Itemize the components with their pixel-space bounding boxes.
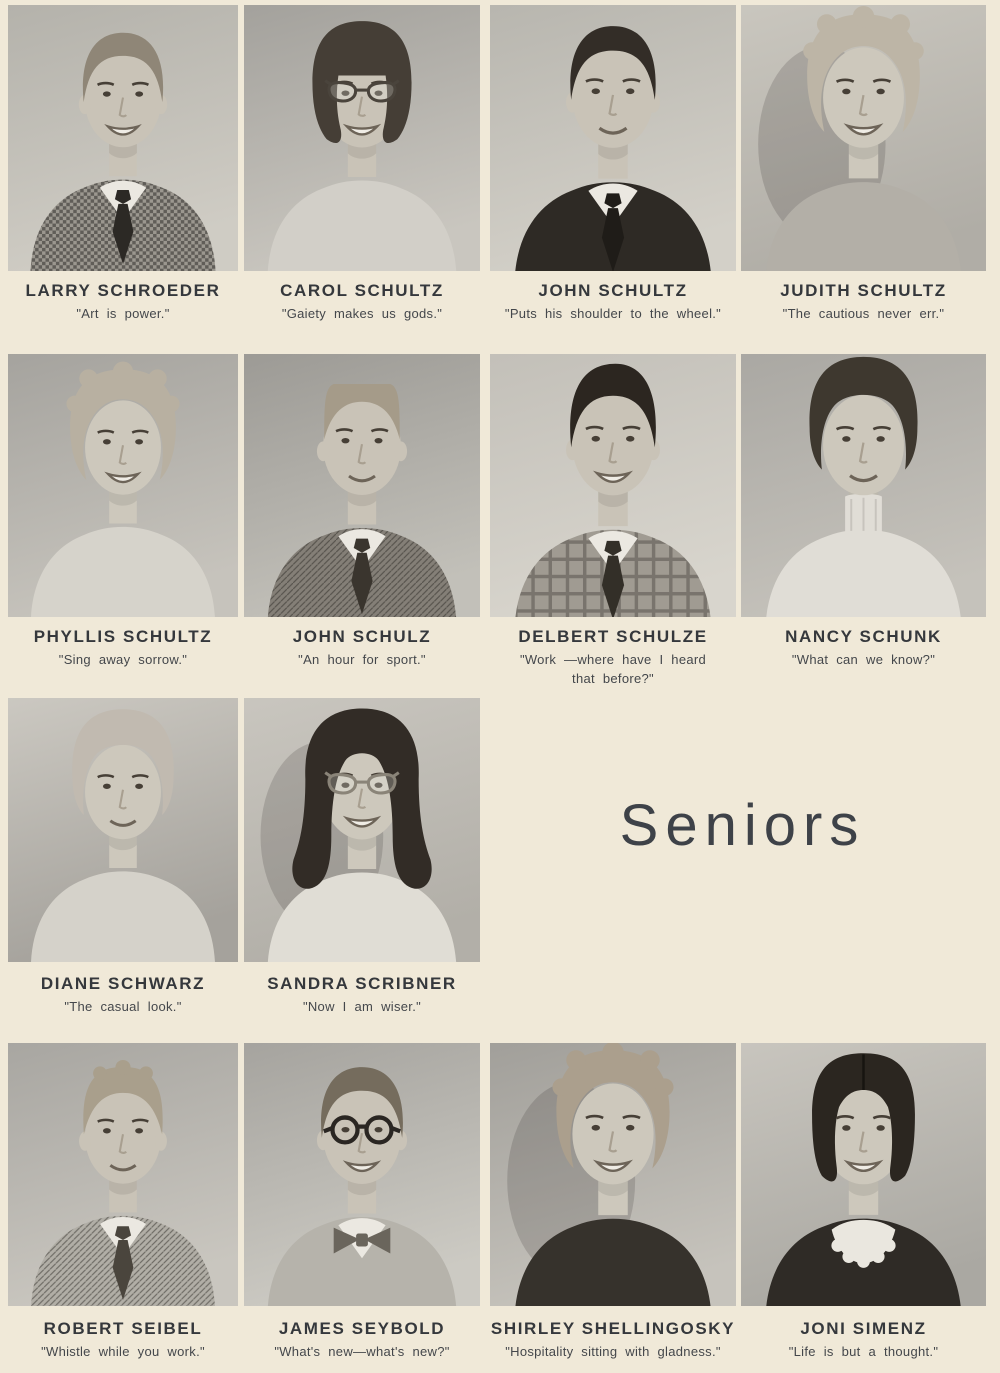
portrait-photo (244, 5, 480, 271)
student-name: LARRY SCHROEDER (25, 281, 221, 300)
student-name: ROBERT SEIBEL (43, 1319, 203, 1338)
portrait-john-schulz (244, 354, 480, 670)
student-quote: "Gaiety makes us gods." (281, 306, 443, 321)
student-name: CAROL SCHULTZ (280, 281, 444, 300)
caption (490, 281, 736, 324)
student-name: JOHN SCHULZ (292, 627, 432, 646)
portrait-shirley-shellingosky (490, 1043, 736, 1362)
portrait-photo (490, 1043, 736, 1306)
portrait-photo (490, 5, 736, 271)
student-name: PHYLLIS SCHULTZ (33, 627, 213, 646)
portrait-joni-simenz (741, 1043, 986, 1362)
caption (741, 1319, 986, 1362)
student-quote: "Puts his shoulder to the wheel." (504, 306, 722, 321)
student-name: JAMES SEYBOLD (278, 1319, 446, 1338)
student-quote: "An hour for sport." (298, 652, 426, 667)
student-name: JONI SIMENZ (800, 1319, 927, 1338)
caption (244, 281, 480, 324)
caption (490, 1319, 736, 1362)
caption (741, 281, 986, 324)
student-quote: "Hospitality sitting with gladness." (505, 1344, 721, 1359)
student-quote: "Whistle while you work." (41, 1344, 205, 1359)
student-name: SHIRLEY SHELLINGOSKY (490, 1319, 736, 1338)
caption (741, 627, 986, 670)
portrait-photo (490, 354, 736, 617)
caption (244, 627, 480, 670)
caption (490, 627, 736, 689)
page-heading: Seniors (619, 793, 866, 858)
portrait-judith-schultz (741, 5, 986, 324)
portrait-photo (8, 354, 238, 617)
portrait-photo (244, 698, 480, 962)
student-quote: "Now I am wiser." (302, 999, 422, 1014)
student-quote: "Art is power." (76, 306, 170, 321)
portrait-robert-seibel (8, 1043, 238, 1362)
student-name: JUDITH SCHULTZ (780, 281, 947, 300)
portrait-larry-schroeder (8, 5, 238, 324)
portrait-delbert-schulze (490, 354, 736, 689)
portrait-phyllis-schultz (8, 354, 238, 670)
student-quote: "Work —where have I heard that before?" (519, 652, 707, 686)
portrait-diane-schwarz (8, 698, 238, 1017)
portrait-photo (8, 5, 238, 271)
portrait-photo (741, 1043, 986, 1306)
portrait-james-seybold (244, 1043, 480, 1362)
portrait-nancy-schunk (741, 354, 986, 670)
student-name: DELBERT SCHULZE (518, 627, 708, 646)
caption (8, 974, 238, 1017)
student-name: NANCY SCHUNK (785, 627, 942, 646)
student-quote: "What can we know?" (791, 652, 936, 667)
student-quote: "What's new—what's new?" (274, 1344, 450, 1359)
student-quote: "The casual look." (64, 999, 182, 1014)
student-quote: "Sing away sorrow." (58, 652, 188, 667)
caption (8, 1319, 238, 1362)
caption (8, 281, 238, 324)
caption (8, 627, 238, 670)
portrait-carol-schultz (244, 5, 480, 324)
portrait-photo (8, 1043, 238, 1306)
student-name: SANDRA SCRIBNER (267, 974, 457, 993)
caption (244, 1319, 480, 1362)
portrait-photo (741, 5, 986, 271)
caption (244, 974, 480, 1017)
student-quote: "Life is but a thought." (788, 1344, 939, 1359)
portrait-photo (8, 698, 238, 962)
student-name: JOHN SCHULTZ (538, 281, 688, 300)
student-name: DIANE SCHWARZ (40, 974, 206, 993)
portrait-photo (741, 354, 986, 617)
portrait-john-schultz (490, 5, 736, 324)
portrait-photo (244, 354, 480, 617)
student-quote: "The cautious never err." (782, 306, 945, 321)
portrait-sandra-scribner (244, 698, 480, 1017)
portrait-photo (244, 1043, 480, 1306)
